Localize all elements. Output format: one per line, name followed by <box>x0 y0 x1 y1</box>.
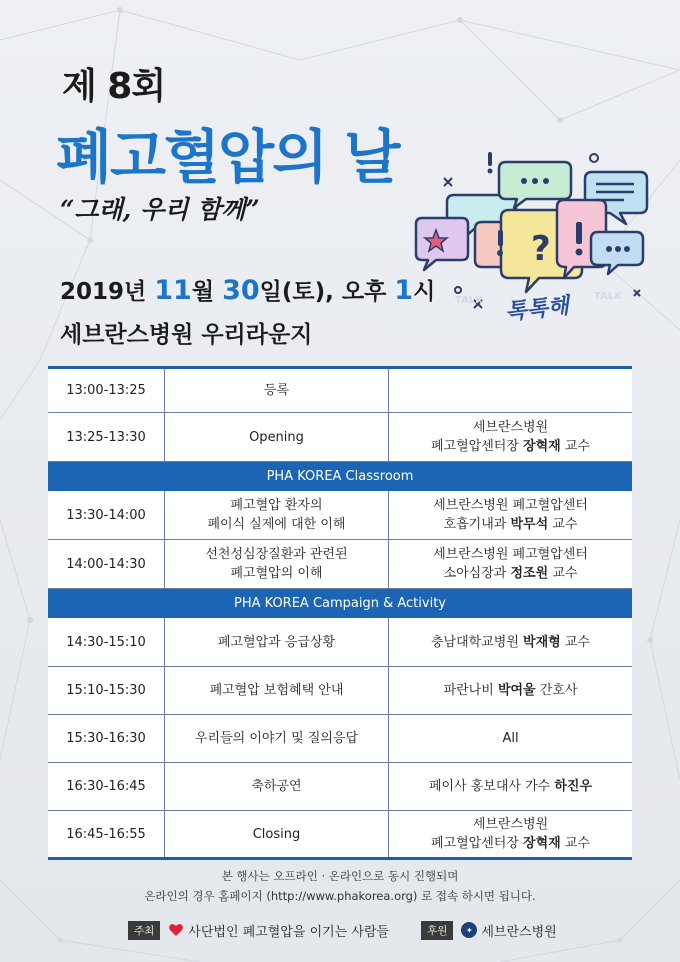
hospital-seal-icon: ✦ <box>461 922 477 938</box>
schedule-program: 폐고혈압 환자의 폐이식 실제에 대한 이해 <box>165 491 389 540</box>
schedule-row <box>48 413 632 462</box>
section-band-label: PHA KOREA Campaign & Activity <box>48 589 632 618</box>
speaker-affiliation: 페이사 홍보대사 가수 <box>428 779 555 794</box>
event-datetime <box>60 273 435 306</box>
notice-line-2: 온라인의 경우 홈페이지 (http://www.phakorea.org) 로 접속 하시면 됩니다. <box>144 889 536 903</box>
heart-logo-icon <box>168 922 184 938</box>
date-month: 11 <box>154 275 192 306</box>
speaker-title: 교수 <box>548 517 578 532</box>
host-name: 사단법인 폐고혈압을 이기는 사람들 <box>188 924 390 940</box>
schedule-row <box>48 540 632 589</box>
section-band-label: PHA KOREA Classroom <box>48 462 632 491</box>
date-day: 30 <box>222 275 260 306</box>
event-venue: 세브란스병원 우리라운지 <box>60 322 313 348</box>
schedule-row <box>48 491 632 540</box>
speaker-title: 교수 <box>560 439 590 454</box>
speaker-title: 교수 <box>548 566 578 581</box>
schedule-speaker <box>389 491 633 540</box>
schedule-time: 13:00-13:25 <box>48 368 165 413</box>
schedule-speaker <box>389 618 633 667</box>
speaker-affiliation: All <box>502 731 519 746</box>
schedule-time: 13:30-14:00 <box>48 491 165 540</box>
speaker-name: 정조원 <box>510 566 549 581</box>
schedule-speaker <box>389 763 633 811</box>
speaker-name: 장혁재 <box>523 439 561 454</box>
page-title: 폐고혈압의 날 <box>56 123 399 191</box>
speaker-name: 박무석 <box>510 517 549 532</box>
schedule-speaker <box>389 540 633 589</box>
host-tag: 주최 <box>128 921 160 940</box>
speaker-title: 교수 <box>560 836 590 851</box>
schedule-program: 등록 <box>165 368 389 413</box>
schedule-speaker <box>389 715 633 763</box>
section-band <box>48 589 632 618</box>
schedule-row <box>48 715 632 763</box>
schedule-speaker <box>389 368 633 413</box>
schedule-time: 15:10-15:30 <box>48 667 165 715</box>
sponsor-name: 세브란스병원 <box>481 924 557 940</box>
schedule-program: 선천성심장질환과 관련된 폐고혈압의 이해 <box>165 540 389 589</box>
speaker-name: 하진우 <box>554 779 593 794</box>
schedule-row <box>48 618 632 667</box>
schedule-time: 16:45-16:55 <box>48 811 165 859</box>
schedule-program: Closing <box>165 811 389 859</box>
schedule-program: 폐고혈압과 응급상황 <box>165 618 389 667</box>
date-hour: 1 <box>394 275 414 306</box>
speaker-title: 교수 <box>560 634 590 650</box>
speaker-affiliation: 세브란스병원 폐고혈압센터 호흡기내과 <box>433 498 588 532</box>
speaker-affiliation: 세브란스병원 폐고혈압센터장 <box>431 420 549 454</box>
speaker-name: 박여울 <box>497 683 536 698</box>
schedule-table <box>48 366 632 860</box>
talk-label-right: TALK <box>594 291 622 302</box>
footer <box>128 919 557 941</box>
schedule-row <box>48 763 632 811</box>
schedule-time: 14:00-14:30 <box>48 540 165 589</box>
schedule-program: 폐고혈압 보험혜택 안내 <box>165 667 389 715</box>
schedule-program: 축하공연 <box>165 763 389 811</box>
section-band <box>48 462 632 491</box>
speaker-name: 박재형 <box>523 634 561 650</box>
notice-line-1: 본 행사는 오프라인 · 온라인으로 동시 진행되며 <box>221 869 459 883</box>
schedule-row <box>48 368 632 413</box>
date-hour-unit: 시 <box>413 279 436 305</box>
schedule-speaker <box>389 811 633 859</box>
date-year: 2019년 <box>60 279 155 305</box>
speaker-affiliation: 세브란스병원 폐고혈압센터장 <box>431 817 549 851</box>
date-day-unit: 일(토), 오후 <box>259 279 395 305</box>
sponsor-tag: 후원 <box>421 921 453 940</box>
schedule-program: Opening <box>165 413 389 462</box>
speaker-affiliation: 충남대학교병원 <box>431 634 524 650</box>
speaker-affiliation: 파란나비 <box>443 683 498 698</box>
schedule-speaker <box>389 413 633 462</box>
slogan: “그래, 우리 함께” <box>60 195 260 224</box>
illustration-caption: 톡톡해 <box>503 292 571 326</box>
schedule-time: 15:30-16:30 <box>48 715 165 763</box>
date-month-unit: 월 <box>191 279 223 305</box>
schedule-time: 13:25-13:30 <box>48 413 165 462</box>
svg-text:?: ? <box>531 229 551 269</box>
speaker-title: 간호사 <box>535 683 578 698</box>
schedule-row <box>48 811 632 859</box>
talk-label-left: TALK <box>455 295 483 306</box>
schedule-program: 우리들의 이야기 및 질의응답 <box>165 715 389 763</box>
edition-label: 제 8회 <box>62 66 166 107</box>
speaker-affiliation: 세브란스병원 폐고혈압센터 소아심장과 <box>433 547 588 581</box>
schedule-row <box>48 667 632 715</box>
schedule-time: 16:30-16:45 <box>48 763 165 811</box>
schedule-time: 14:30-15:10 <box>48 618 165 667</box>
speaker-name: 장혁재 <box>523 836 561 851</box>
schedule-speaker <box>389 667 633 715</box>
